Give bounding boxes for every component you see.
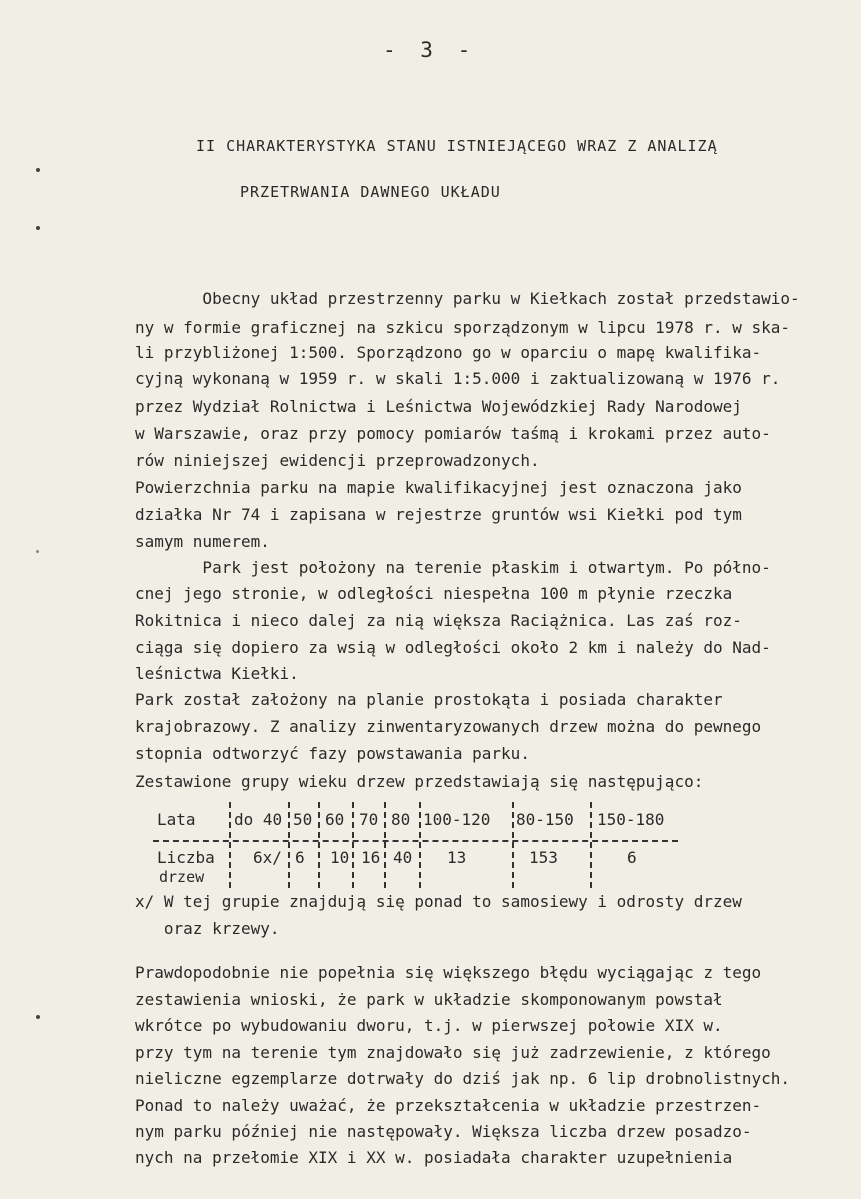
table-cell: 13 xyxy=(447,848,467,867)
table-rule xyxy=(288,802,290,888)
table-cell: 10 xyxy=(330,848,350,867)
table-rule xyxy=(229,802,231,888)
table-rule xyxy=(384,802,386,888)
text-line: Park jest położony na terenie płaskim i otwartym. Po półno- xyxy=(135,558,771,577)
punch-mark xyxy=(36,550,39,553)
text-line: w Warszawie, oraz przy pomocy pomiarów taśmą i krokami przez auto- xyxy=(135,424,771,443)
text-line: li przybliżonej 1:500. Sporządzono go w oparciu o mapę kwalifika- xyxy=(135,343,762,362)
text-line: Obecny układ przestrzenny parku w Kiełkach został przedstawio- xyxy=(135,289,800,308)
punch-mark xyxy=(36,168,40,172)
table-cell: 40 xyxy=(393,848,413,867)
table-row-label: drzew xyxy=(159,868,205,886)
table-header-cell: 80 xyxy=(391,810,411,829)
text-line: nych na przełomie XIX i XX w. posiadała charakter uzupełnienia xyxy=(135,1148,733,1167)
table-cell: 6 xyxy=(627,848,637,867)
table-header-cell: 50 xyxy=(293,810,313,829)
table-rule xyxy=(352,802,354,888)
table-row-label: Liczba xyxy=(157,848,215,867)
text-line: Park został założony na planie prostokąta i posiada charakter xyxy=(135,690,723,709)
text-line: oraz krzewy. xyxy=(135,919,280,938)
text-line: Powierzchnia parku na mapie kwalifikacyjnej jest oznaczona jako xyxy=(135,478,742,497)
table-rule xyxy=(318,802,320,888)
table-cell: 6x/ xyxy=(253,848,282,867)
text-line: Zestawione grupy wieku drzew przedstawiają się następująco: xyxy=(135,772,704,791)
text-line: rów niniejszej ewidencji przeprowadzonych. xyxy=(135,451,540,470)
text-line: Ponad to należy uważać, że przekształcenia w układzie przestrzen- xyxy=(135,1096,762,1115)
text-line: nym parku później nie następowały. Większa liczba drzew posadzo- xyxy=(135,1122,752,1141)
text-line: przez Wydział Rolnictwa i Leśnictwa Wojewódzkiej Rady Narodowej xyxy=(135,397,742,416)
table-rule xyxy=(590,802,592,888)
punch-mark xyxy=(36,1015,40,1019)
text-line: nieliczne egzemplarze dotrwały do dziś jak np. 6 lip drobnolistnych. xyxy=(135,1069,791,1088)
table-rule xyxy=(512,802,514,888)
page-number: - 3 - xyxy=(383,38,477,62)
table-cell: 16 xyxy=(361,848,381,867)
table-cell: 6 xyxy=(295,848,305,867)
text-line: zestawienia wnioski, że park w układzie skomponowanym powstał xyxy=(135,990,723,1009)
section-heading-line-1: II CHARAKTERYSTYKA STANU ISTNIEJĄCEGO WRAZ Z ANALIZĄ xyxy=(196,137,718,155)
text-line: leśnictwa Kiełki. xyxy=(135,664,299,683)
table-rule xyxy=(419,802,421,888)
text-line: ciąga się dopiero za wsią w odległości około 2 km i należy do Nad- xyxy=(135,638,771,657)
table-rule xyxy=(153,840,678,842)
text-line: cnej jego stronie, w odległości niespełna 100 m płynie rzeczka xyxy=(135,584,733,603)
text-line: działka Nr 74 i zapisana w rejestrze gruntów wsi Kiełki pod tym xyxy=(135,505,742,524)
table-header-cell: 70 xyxy=(359,810,379,829)
text-line: samym numerem. xyxy=(135,532,270,551)
table-header-cell: 80-150 xyxy=(516,810,574,829)
table-header-cell: do 40 xyxy=(234,810,283,829)
text-line: Rokitnica i nieco dalej za nią większa Raciążnica. Las zaś roz- xyxy=(135,611,742,630)
text-line: x/ W tej grupie znajdują się ponad to samosiewy i odrosty drzew xyxy=(135,892,742,911)
text-line: cyjną wykonaną w 1959 r. w skali 1:5.000 i zaktualizowaną w 1976 r. xyxy=(135,369,781,388)
text-line: Prawdopodobnie nie popełnia się większego błędu wyciągając z tego xyxy=(135,963,762,982)
table-header-cell: Lata xyxy=(157,810,196,829)
table-header-cell: 60 xyxy=(325,810,345,829)
table-cell: 153 xyxy=(529,848,558,867)
section-heading-line-2: PRZETRWANIA DAWNEGO UKŁADU xyxy=(240,183,501,201)
text-line: ny w formie graficznej na szkicu sporządzonym w lipcu 1978 r. w ska- xyxy=(135,318,791,337)
table-header-cell: 150-180 xyxy=(597,810,665,829)
punch-mark xyxy=(36,226,40,230)
text-line: wkrótce po wybudowaniu dworu, t.j. w pierwszej połowie XIX w. xyxy=(135,1016,723,1035)
table-header-cell: 100-120 xyxy=(423,810,491,829)
text-line: stopnia odtworzyć fazy powstawania parku. xyxy=(135,744,530,763)
text-line: przy tym na terenie tym znajdowało się już zadrzewienie, z którego xyxy=(135,1043,771,1062)
text-line: krajobrazowy. Z analizy zinwentaryzowanych drzew można do pewnego xyxy=(135,717,762,736)
